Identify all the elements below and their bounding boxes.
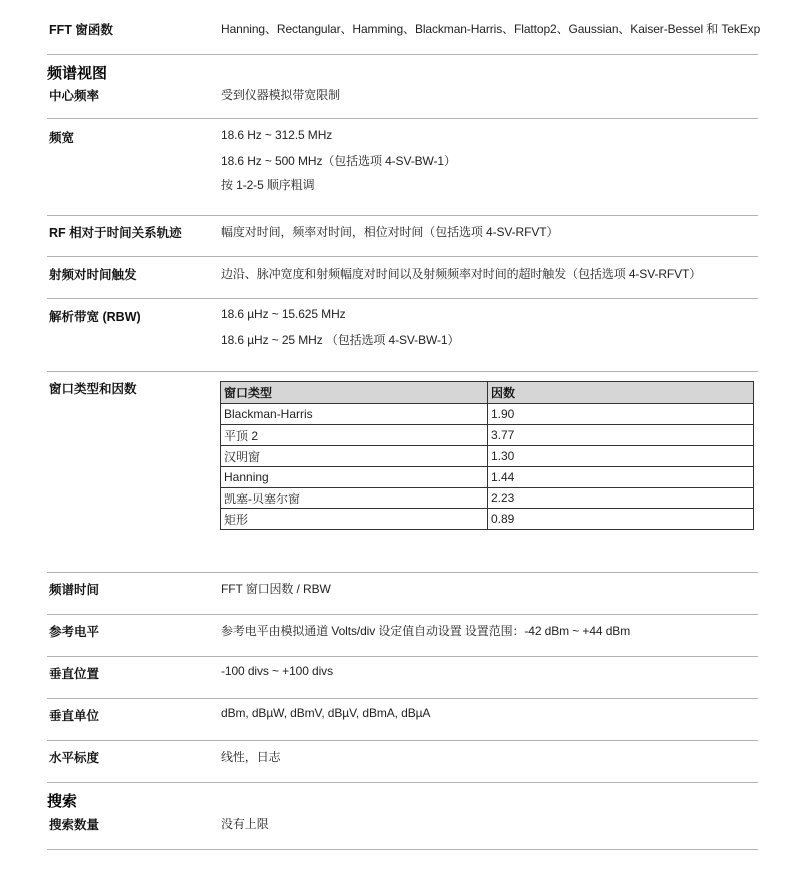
table-row xyxy=(221,425,754,446)
factor-cell: 1.90 xyxy=(488,404,754,425)
horizontal-scale-value: 线性，日志 xyxy=(221,750,281,764)
table-row xyxy=(221,446,754,467)
vertical-position-label: 垂直位置 xyxy=(49,667,100,681)
span-value-1: 18.6 Hz ~ 312.5 MHz xyxy=(221,128,333,142)
divider xyxy=(47,614,758,615)
table-row xyxy=(221,467,754,488)
divider xyxy=(47,656,758,657)
window-type-cell: 汉明窗 xyxy=(221,446,488,467)
rf-trigger-value: 边沿、脉冲宽度和射频幅度对时间以及射频频率对时间的超时触发（包括选项 4-SV-RFVT） xyxy=(221,267,702,281)
section-title-search: 搜索 xyxy=(47,793,78,810)
divider xyxy=(47,698,758,699)
divider xyxy=(47,371,758,372)
factor-cell: 2.23 xyxy=(488,488,754,509)
rf-vs-time-value: 幅度对时间，频率对时间，相位对时间（包括选项 4-SV-RFVT） xyxy=(221,225,559,239)
divider xyxy=(47,572,758,573)
divider xyxy=(47,782,758,783)
spectrum-time-value: FFT 窗口因数 / RBW xyxy=(221,582,331,596)
window-type-cell: 平顶 2 xyxy=(221,425,488,446)
column-header-factor: 因数 xyxy=(488,382,754,404)
divider xyxy=(47,740,758,741)
divider xyxy=(47,215,758,216)
span-label: 频宽 xyxy=(49,131,75,145)
rf-vs-time-label: RF 相对于时间关系轨迹 xyxy=(49,226,182,240)
span-value-2: 18.6 Hz ~ 500 MHz（包括选项 4-SV-BW-1） xyxy=(221,154,456,168)
vertical-position-value: -100 divs ~ +100 divs xyxy=(221,664,333,678)
table-row xyxy=(221,488,754,509)
table-header-row xyxy=(221,382,754,404)
divider xyxy=(47,54,758,55)
vertical-units-label: 垂直单位 xyxy=(49,709,100,723)
section-title-spectrum-view: 频谱视图 xyxy=(47,65,108,82)
rbw-value-1: 18.6 µHz ~ 15.625 MHz xyxy=(221,307,346,321)
divider xyxy=(47,256,758,257)
window-type-cell: 凯塞-贝塞尔窗 xyxy=(221,488,488,509)
reference-level-label: 参考电平 xyxy=(49,625,100,639)
divider xyxy=(47,118,758,119)
factor-cell: 1.30 xyxy=(488,446,754,467)
reference-level-value: 参考电平由模拟通道 Volts/div 设定值自动设置 设置范围：-42 dBm ~ +44 dBm xyxy=(221,624,631,638)
fft-window-value: Hanning、Rectangular、Hamming、Blackman-Harris、Flattop2、Gaussian、Kaiser-Bessel 和 TekExp xyxy=(221,22,761,36)
factor-cell: 0.89 xyxy=(488,509,754,530)
window-type-cell: Hanning xyxy=(221,467,488,488)
span-value-3: 按 1-2-5 顺序粗调 xyxy=(221,178,315,192)
center-frequency-value: 受到仪器模拟带宽限制 xyxy=(221,88,341,102)
window-type-cell: 矩形 xyxy=(221,509,488,530)
divider xyxy=(47,849,758,850)
divider xyxy=(47,298,758,299)
horizontal-scale-label: 水平标度 xyxy=(49,751,100,765)
center-frequency-label: 中心频率 xyxy=(49,89,100,103)
table-row xyxy=(221,404,754,425)
rbw-label: 解析带宽 (RBW) xyxy=(49,310,141,324)
table-row xyxy=(221,509,754,530)
spectrum-time-label: 频谱时间 xyxy=(49,583,100,597)
fft-window-label: FFT 窗函数 xyxy=(49,23,113,37)
window-type-cell: Blackman-Harris xyxy=(221,404,488,425)
rbw-value-2: 18.6 µHz ~ 25 MHz （包括选项 4-SV-BW-1） xyxy=(221,333,460,347)
search-count-label: 搜索数量 xyxy=(49,818,100,832)
window-types-label: 窗口类型和因数 xyxy=(49,382,137,396)
vertical-units-value: dBm, dBµW, dBmV, dBµV, dBmA, dBµA xyxy=(221,706,431,720)
factor-cell: 1.44 xyxy=(488,467,754,488)
search-count-value: 没有上限 xyxy=(221,817,269,831)
factor-cell: 3.77 xyxy=(488,425,754,446)
column-header-window-type: 窗口类型 xyxy=(221,382,488,404)
window-factor-table xyxy=(220,381,754,530)
rf-trigger-label: 射频对时间触发 xyxy=(49,268,137,282)
